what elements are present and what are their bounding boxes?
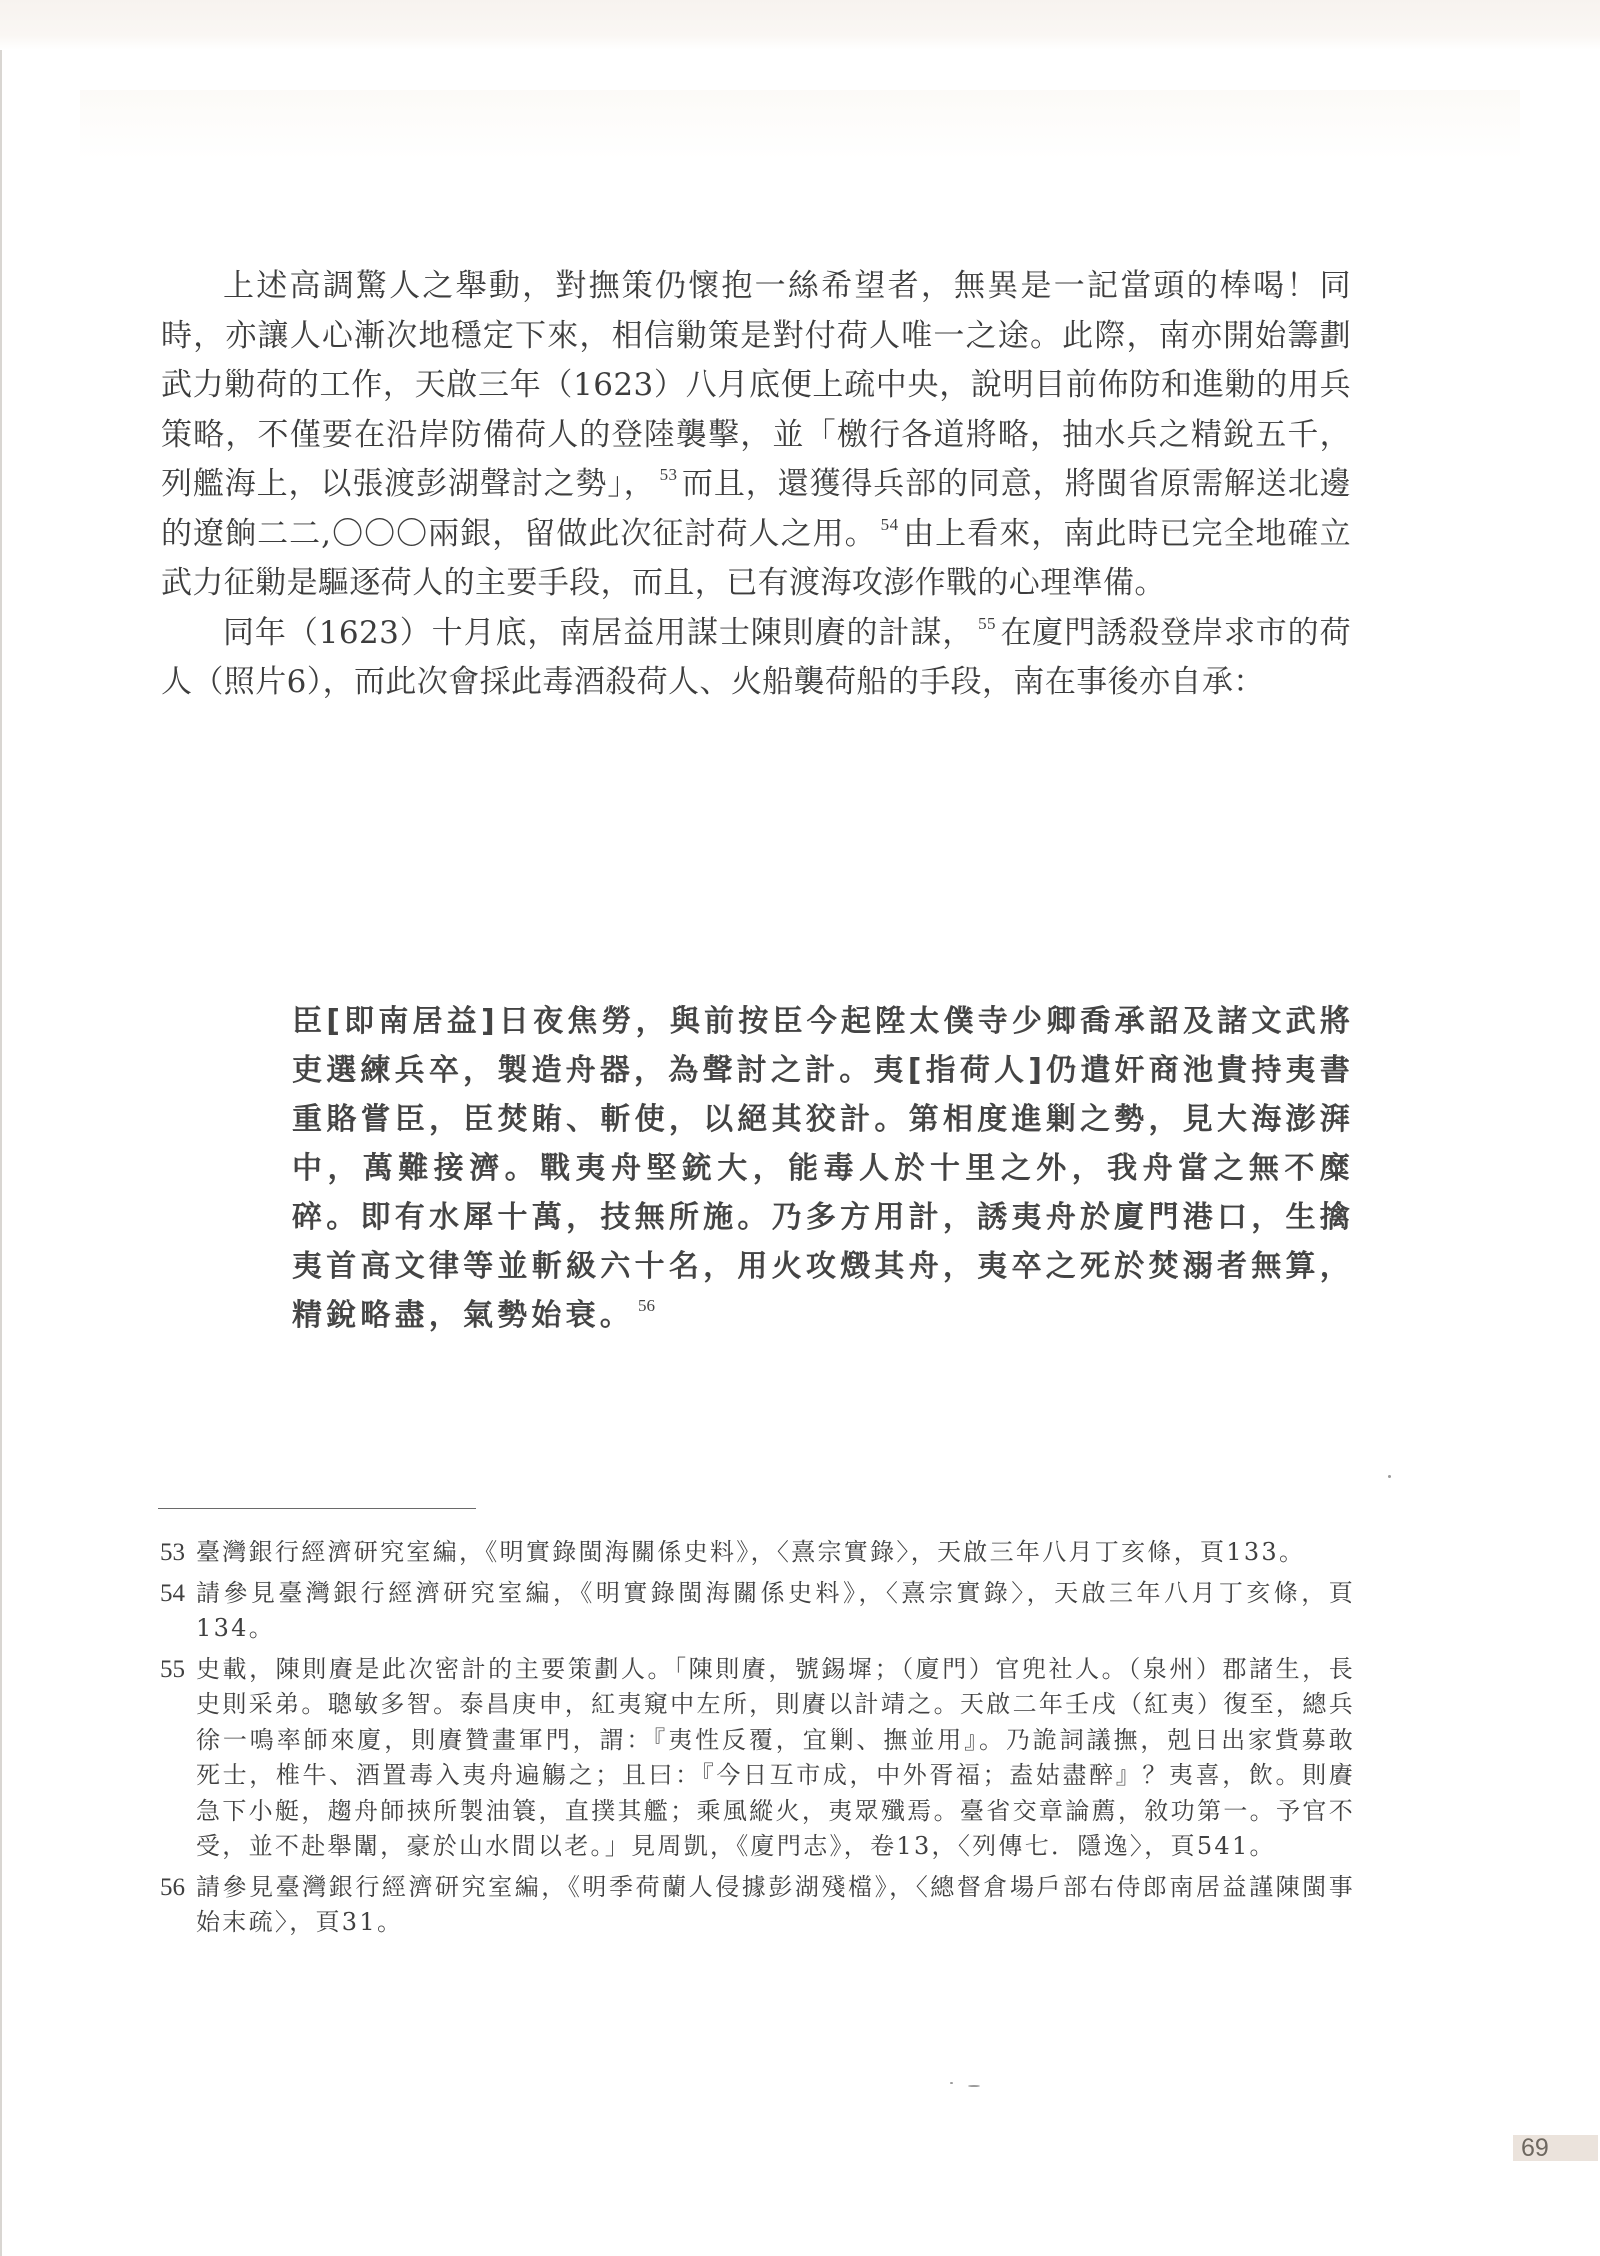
paragraph-1-text-a: 上述高調驚人之舉動，對撫策仍懷抱一絲希望者，無異是一記當頭的棒喝！同時，亦讓人心漸次地穩定下來，相信勦策是對付荷人唯一之途。此際，南亦開始籌劃武力勦荷的工作，天啟三年（1623）八月底便上疏中央，說明目前佈防和進勦的用兵策略，不僅要在沿岸防備荷人的登陸襲擊，並「檄行各道將略，抽水兵之精銳五千，列艦海上，以張渡彭湖聲討之勢」， — [161, 268, 1351, 502]
footnote-divider — [158, 1508, 476, 1509]
paragraph-1-text-b: 而且，還獲得兵部的同意，將閩省原需解送北邊的遼餉二二,〇〇〇兩銀，留做此次征討荷人之用。 — [161, 466, 1351, 552]
block-quote — [292, 997, 1354, 1340]
paragraph-2-text-a: 同年（1623）十月底，南居益用謀士陳則賡的計謀， — [223, 614, 975, 651]
footnote-ref-56[interactable]: 56 — [638, 1296, 655, 1315]
footnote-text: 請參見臺灣銀行經濟研究室編，《明實錄閩海關係史料》，〈熹宗實錄〉，天啟三年八月丁亥條，頁134。 — [196, 1578, 1355, 1642]
footnote-56 — [160, 1870, 1355, 1941]
footnote-55 — [160, 1652, 1355, 1865]
footnote-text: 臺灣銀行經濟研究室編，《明實錄閩海關係史料》，〈熹宗實錄〉，天啟三年八月丁亥條，頁133。 — [196, 1538, 1306, 1566]
footnote-number: 54 — [160, 1579, 185, 1607]
footnote-54 — [160, 1576, 1355, 1647]
paragraph-1-text-c: 由上看來，南此時已完全地確立武力征勦是驅逐荷人的主要手段，而且，已有渡海攻澎作戰的心理準備。 — [161, 515, 1351, 601]
block-quote-text: 臣[即南居益]日夜焦勞，與前按臣今起陞太僕寺少卿喬承詔及諸文武將吏選練兵卒，製造舟器，為聲討之計。夷[指荷人]仍遣奸商池貴持夷書重賂嘗臣，臣焚賄、斬使，以絕其狡計。第相度進剿之勢，見大海澎湃中，萬難接濟。戰夷舟堅銃大，能毒人於十里之外，我舟當之無不糜碎。即有水犀十萬，技無所施。乃多方用計，誘夷舟於廈門港口，生擒夷首高文律等並斬級六十名，用火攻燬其舟，夷卒之死於焚溺者無算，精銳略盡，氣勢始衰。 — [292, 1004, 1354, 1333]
header-shadow — [80, 90, 1520, 160]
body-text — [161, 262, 1351, 708]
page-number: 69 — [1513, 2135, 1598, 2161]
footnote-number: 56 — [160, 1873, 185, 1901]
paragraph-2-text-b: 在廈門誘殺登岸求市的荷人（照片6），而此次會採此毒酒殺荷人、火船襲荷船的手段，南在事後亦自承： — [161, 614, 1351, 700]
footnotes — [160, 1535, 1355, 1946]
footnote-ref-54[interactable]: 54 — [880, 514, 899, 534]
paragraph-2 — [161, 609, 1351, 708]
footnote-ref-55[interactable]: 55 — [978, 613, 996, 633]
paragraph-1 — [161, 262, 1351, 609]
scan-speck — [968, 2085, 980, 2087]
scan-speck — [950, 2082, 953, 2084]
footnote-text: 史載，陳則賡是此次密計的主要策劃人。「陳則賡，號錫墀；（廈門）官兜社人。（泉州）郡諸生，長史則采弟。聰敏多智。泰昌庚申，紅夷窺中左所，則賡以計靖之。天啟二年壬戌（紅夷）復至，總兵徐一鳴率師來廈，則賡贊畫軍門，謂：『夷性反覆，宜剿、撫並用』。乃詭詞議撫，剋日出家貲募敢死士，椎牛、酒置毒入夷舟遍觴之；且曰：『今日互市成，中外胥福；盍姑盡醉』？夷喜，飲。則賡急下小艇，趨舟師挾所製油簑，直撲其艦；乘風縱火，夷眾殲焉。臺省交章論薦，敘功第一。予官不受，並不赴舉闈，豪於山水間以老。」見周凱，《廈門志》，卷13，〈列傳七．隱逸〉，頁541。 — [196, 1654, 1355, 1860]
footnote-53 — [160, 1535, 1355, 1571]
scan-speck — [1388, 1475, 1391, 1478]
footnote-number: 55 — [160, 1655, 185, 1683]
footnote-text: 請參見臺灣銀行經濟研究室編，《明季荷蘭人侵據彭湖殘檔》，〈總督倉場戶部右侍郎南居益謹陳閩事始末疏〉，頁31。 — [196, 1872, 1355, 1936]
header-band — [0, 0, 1600, 50]
footnote-ref-53[interactable]: 53 — [659, 465, 678, 484]
footnote-number: 53 — [160, 1539, 185, 1566]
page-edge — [0, 0, 2, 2256]
